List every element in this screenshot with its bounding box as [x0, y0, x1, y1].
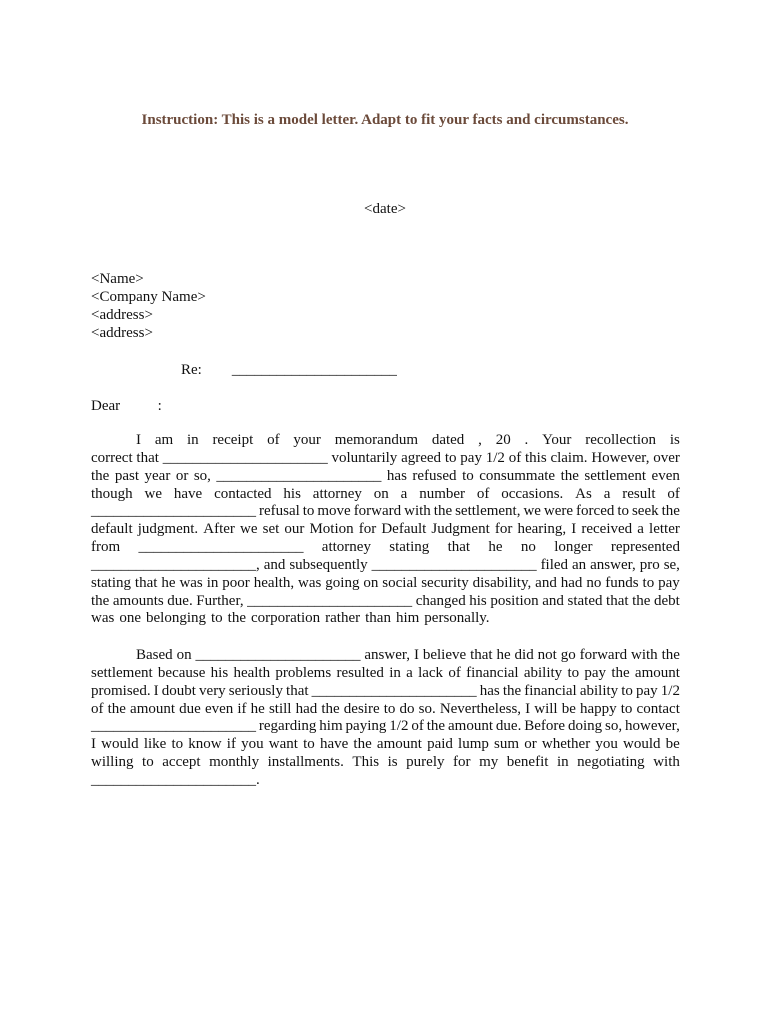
recipient-address-block: [91, 270, 206, 342]
text-line: promised. I doubt very seriously that ______________________ has the financial ability to pay 1/2: [91, 682, 680, 699]
text-line: ______________________ regarding him paying 1/2 of the amount due. Before doing so, however,: [91, 718, 680, 735]
text-line: of the amount due even if he still had the desire to do so. Nevertheless, I will be happy to contact: [91, 700, 680, 717]
paragraph-1: [91, 432, 680, 628]
text-line: correct that ______________________ voluntarily agreed to pay 1/2 of this claim. However, over: [91, 449, 680, 466]
text-line: ______________________, and subsequently ______________________ filed an answer, pro se,: [91, 556, 680, 573]
recipient-name: <Name>: [91, 271, 144, 287]
paragraph-2: [91, 647, 680, 790]
recipient-address-line-2: <address>: [91, 325, 153, 341]
date-placeholder: <date>: [364, 201, 406, 217]
text-line: Based on ______________________ answer, I believe that he did not go forward with the: [136, 647, 680, 663]
text-line: the amounts due. Further, ______________________ changed his position and stated that the debt: [91, 592, 680, 609]
re-line: Re: ______________________: [181, 362, 397, 378]
text-line: the past year or so, ______________________ has refused to consummate the settlement even: [91, 467, 680, 484]
recipient-address-line-1: <address>: [91, 307, 153, 323]
text-line: default judgment. After we set our Motion for Default Judgment for hearing, I received a letter: [91, 521, 680, 538]
recipient-company: <Company Name>: [91, 289, 206, 305]
text-line: ______________________.: [91, 771, 260, 788]
text-line: I am in receipt of your memorandum dated , 20 . Your recollection is: [136, 432, 680, 448]
text-line: from ______________________ attorney stating that he no longer represented: [91, 539, 680, 556]
text-line: though we have contacted his attorney on a number of occasions. As a result of: [91, 485, 680, 502]
text-line: willing to accept monthly installments. This is purely for my benefit in negotiating with: [91, 754, 680, 771]
instruction-heading: Instruction: This is a model letter. Adapt to fit your facts and circumstances.: [141, 112, 629, 128]
salutation: Dear :: [91, 398, 162, 414]
text-line: I would like to know if you want to have the amount paid lump sum or whether you would be: [91, 736, 680, 753]
text-line: settlement because his health problems resulted in a lack of financial ability to pay the amount: [91, 664, 680, 681]
text-line: was one belonging to the corporation rather than him personally.: [91, 610, 490, 627]
text-line: ______________________ refusal to move forward with the settlement, we were forced to seek the: [91, 503, 680, 520]
text-line: stating that he was in poor health, was going on social security disability, and had no funds to pay: [91, 574, 680, 591]
